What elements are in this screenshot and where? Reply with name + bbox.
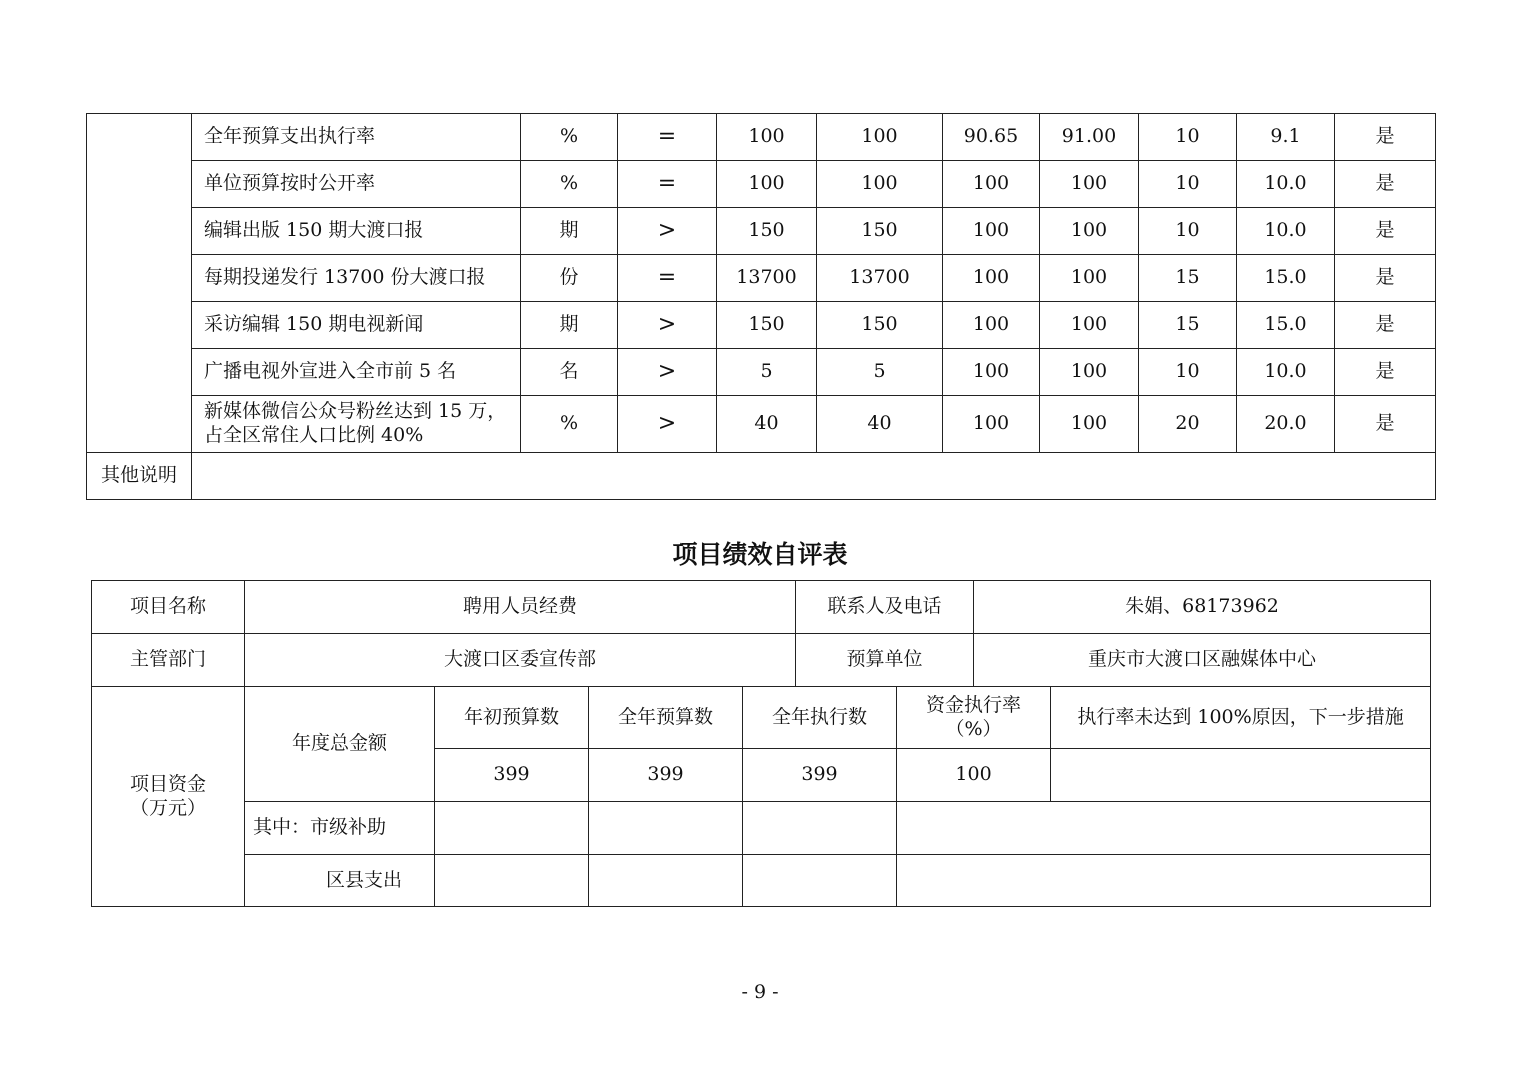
executed-value: 399 (743, 749, 897, 802)
indicator-completion: 100 (943, 161, 1040, 208)
full-year-budget-header: 全年预算数 (589, 687, 743, 749)
indicator-met: 是 (1335, 255, 1436, 302)
indicator-score: 10.0 (1237, 349, 1335, 396)
full-year-executed-header: 全年执行数 (743, 687, 897, 749)
indicator-weight: 20 (1139, 396, 1237, 453)
indicator-name: 采访编辑 150 期电视新闻 (192, 302, 521, 349)
indicator-target: 100 (717, 161, 817, 208)
indicator-operator: = (618, 114, 717, 161)
city-subsidy-initial (435, 802, 589, 855)
other-notes-label: 其他说明 (87, 453, 192, 500)
other-notes-value (192, 453, 1436, 500)
table-row (87, 349, 1436, 396)
indicator-target: 150 (717, 302, 817, 349)
indicator-actual: 100 (817, 114, 943, 161)
table-row (87, 302, 1436, 349)
indicator-actual: 150 (817, 208, 943, 255)
indicator-met: 是 (1335, 349, 1436, 396)
indicator-actual: 100 (817, 161, 943, 208)
indicator-weight: 10 (1139, 208, 1237, 255)
indicator-target: 40 (717, 396, 817, 453)
indicator-operator: > (618, 302, 717, 349)
indicator-completion-rate: 100 (1040, 161, 1139, 208)
indicator-completion: 100 (943, 255, 1040, 302)
budget-unit-value: 重庆市大渡口区融媒体中心 (974, 634, 1431, 687)
indicator-score: 10.0 (1237, 161, 1335, 208)
funds-header-row (92, 687, 1431, 749)
indicator-actual: 40 (817, 396, 943, 453)
indicator-actual: 150 (817, 302, 943, 349)
indicator-met: 是 (1335, 208, 1436, 255)
project-name-value: 聘用人员经费 (245, 581, 796, 634)
indicator-weight: 15 (1139, 302, 1237, 349)
table-row (87, 255, 1436, 302)
full-year-budget-value: 399 (589, 749, 743, 802)
table-row (87, 161, 1436, 208)
indicator-name: 每期投递发行 13700 份大渡口报 (192, 255, 521, 302)
indicator-unit: % (521, 396, 618, 453)
city-subsidy-row (92, 802, 1431, 855)
indicator-operator: > (618, 396, 717, 453)
indicator-completion-rate: 91.00 (1040, 114, 1139, 161)
city-subsidy-executed (743, 802, 897, 855)
indicator-name: 全年预算支出执行率 (192, 114, 521, 161)
district-expense-remark (897, 855, 1431, 907)
department-row (92, 634, 1431, 687)
indicator-met: 是 (1335, 161, 1436, 208)
performance-indicator-table (86, 113, 1436, 500)
indicator-completion-rate: 100 (1040, 349, 1139, 396)
indicator-operator: = (618, 161, 717, 208)
indicator-operator: > (618, 349, 717, 396)
indicator-score: 20.0 (1237, 396, 1335, 453)
indicator-completion-rate: 100 (1040, 396, 1139, 453)
project-name-label: 项目名称 (92, 581, 245, 634)
indicator-met: 是 (1335, 114, 1436, 161)
indicator-operator: = (618, 255, 717, 302)
budget-unit-label: 预算单位 (796, 634, 974, 687)
indicator-met: 是 (1335, 396, 1436, 453)
indicator-score: 9.1 (1237, 114, 1335, 161)
indicator-target: 13700 (717, 255, 817, 302)
table-row (87, 208, 1436, 255)
district-expense-executed (743, 855, 897, 907)
indicator-completion: 100 (943, 396, 1040, 453)
indicator-actual: 13700 (817, 255, 943, 302)
indicator-name: 广播电视外宣进入全市前 5 名 (192, 349, 521, 396)
reason-header: 执行率未达到 100%原因，下一步措施 (1051, 687, 1431, 749)
indicator-name: 单位预算按时公开率 (192, 161, 521, 208)
indicator-target: 100 (717, 114, 817, 161)
reason-value (1051, 749, 1431, 802)
indicator-actual: 5 (817, 349, 943, 396)
project-self-evaluation-table (91, 580, 1431, 907)
indicator-completion-rate: 100 (1040, 302, 1139, 349)
table-row (87, 114, 1436, 161)
evaluation-table-title: 项目绩效自评表 (672, 540, 848, 569)
indicator-completion: 100 (943, 349, 1040, 396)
indicator-completion: 100 (943, 302, 1040, 349)
other-notes-row (87, 453, 1436, 500)
indicator-unit: 名 (521, 349, 618, 396)
indicator-unit: 份 (521, 255, 618, 302)
city-subsidy-label: 其中：市级补助 (245, 802, 435, 855)
indicator-weight: 10 (1139, 161, 1237, 208)
annual-total-label: 年度总金额 (245, 687, 435, 802)
initial-budget-value: 399 (435, 749, 589, 802)
indicator-operator: > (618, 208, 717, 255)
indicator-unit: % (521, 161, 618, 208)
indicator-met: 是 (1335, 302, 1436, 349)
district-expense-row (92, 855, 1431, 907)
indicator-unit: 期 (521, 302, 618, 349)
indicator-weight: 15 (1139, 255, 1237, 302)
initial-budget-header: 年初预算数 (435, 687, 589, 749)
indicator-score: 15.0 (1237, 255, 1335, 302)
indicator-completion: 100 (943, 208, 1040, 255)
city-subsidy-remark (897, 802, 1431, 855)
indicator-score: 15.0 (1237, 302, 1335, 349)
indicator-unit: 期 (521, 208, 618, 255)
project-funds-label: 项目资金（万元） (92, 687, 245, 907)
indicator-category-cell (87, 114, 192, 453)
district-expense-full-year (589, 855, 743, 907)
indicator-name: 新媒体微信公众号粉丝达到 15 万，占全区常住人口比例 40% (192, 396, 521, 453)
district-expense-initial (435, 855, 589, 907)
city-subsidy-full-year (589, 802, 743, 855)
table-row (87, 396, 1436, 453)
indicator-weight: 10 (1139, 114, 1237, 161)
indicator-completion-rate: 100 (1040, 208, 1139, 255)
indicator-target: 150 (717, 208, 817, 255)
project-name-row (92, 581, 1431, 634)
department-label: 主管部门 (92, 634, 245, 687)
contact-label: 联系人及电话 (796, 581, 974, 634)
contact-value: 朱娟、68173962 (974, 581, 1431, 634)
district-expense-label: 区县支出 (245, 855, 435, 907)
indicator-score: 10.0 (1237, 208, 1335, 255)
indicator-target: 5 (717, 349, 817, 396)
department-value: 大渡口区委宣传部 (245, 634, 796, 687)
execution-rate-header: 资金执行率（%） (897, 687, 1051, 749)
indicator-unit: % (521, 114, 618, 161)
indicator-completion-rate: 100 (1040, 255, 1139, 302)
page-number: - 9 - (741, 981, 779, 1003)
indicator-weight: 10 (1139, 349, 1237, 396)
indicator-completion: 90.65 (943, 114, 1040, 161)
performance-indicator-rows (87, 114, 1436, 500)
execution-rate-value: 100 (897, 749, 1051, 802)
indicator-name: 编辑出版 150 期大渡口报 (192, 208, 521, 255)
